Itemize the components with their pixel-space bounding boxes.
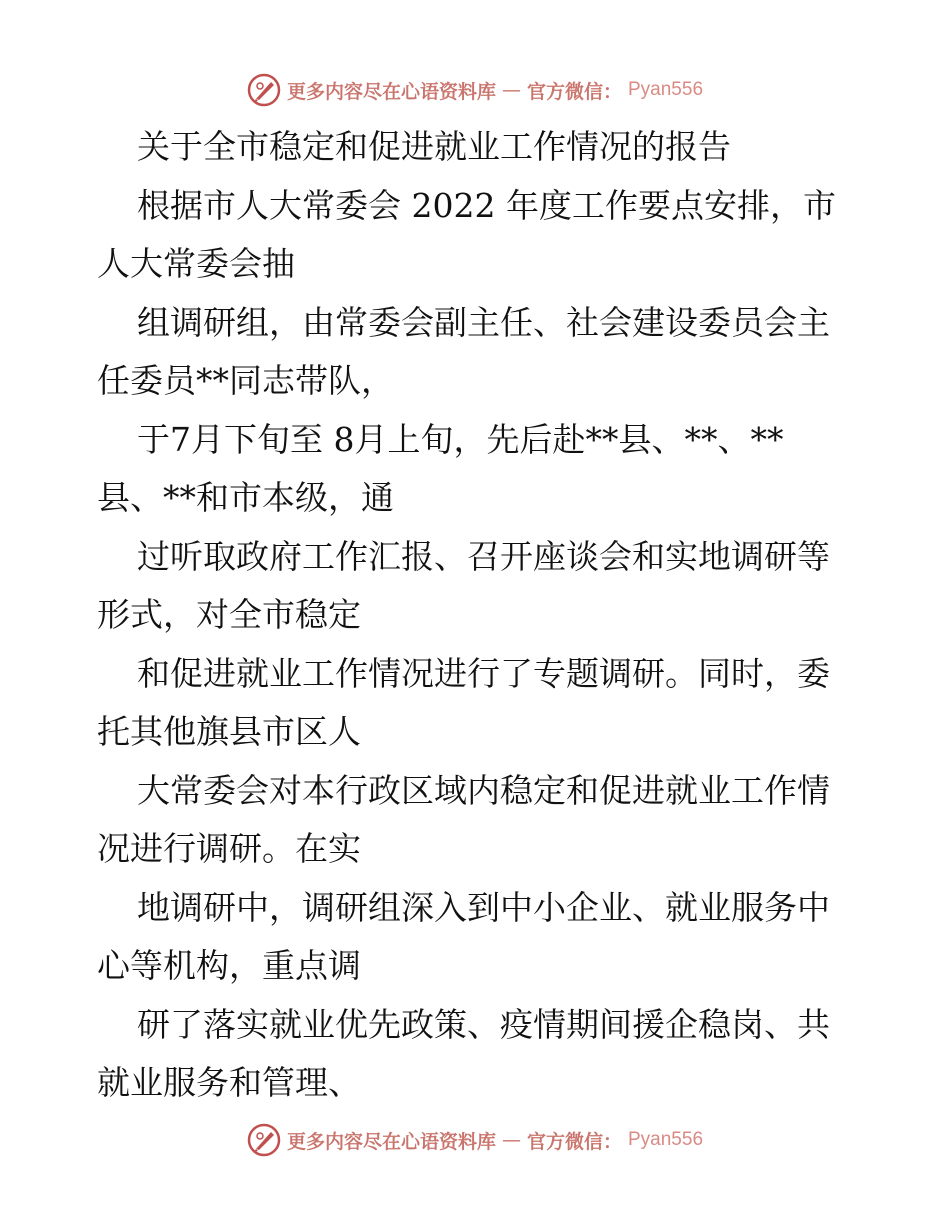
paragraph-line: 心等机构，重点调 xyxy=(97,946,361,985)
paragraph-line: 和促进就业工作情况进行了专题调研。同时，委 xyxy=(137,653,830,693)
paragraph-line: 地调研中，调研组深入到中小企业、就业服务中 xyxy=(137,887,830,927)
paragraph-line: 研了落实就业优先政策、疫情期间援企稳岗、共 xyxy=(137,1004,830,1044)
paragraph-line: 根据市人大常委会 2022 年度工作要点安排，市 xyxy=(137,185,836,225)
quill-pen-logo-icon xyxy=(247,1123,281,1157)
document-body xyxy=(97,118,857,1113)
watermark-contact-text: 官方微信： xyxy=(526,80,622,103)
paragraph-line: 托其他旗县市区人 xyxy=(97,712,361,751)
watermark-contact-id: Pyan556 xyxy=(628,79,704,100)
footer-watermark xyxy=(0,1120,950,1160)
paragraph-line: 组调研组，由常委会副主任、社会建设委员会主 xyxy=(137,302,830,342)
paragraph-line: 任委员**同志带队， xyxy=(97,361,394,400)
watermark-dash: — xyxy=(501,1129,521,1151)
document-title-line: 关于全市稳定和促进就业工作情况的报告 xyxy=(137,127,731,166)
paragraph-line: 况进行调研。在实 xyxy=(97,829,361,868)
paragraph-line: 形式，对全市稳定 xyxy=(97,595,361,634)
paragraph-line: 就业服务和管理、 xyxy=(97,1063,361,1102)
paragraph-line: 过听取政府工作汇报、召开座谈会和实地调研等 xyxy=(137,536,830,576)
watermark-brand-text: 更多内容尽在心语资料库 xyxy=(286,80,496,103)
paragraph-line: 大常委会对本行政区域内稳定和促进就业工作情 xyxy=(137,770,830,810)
header-watermark xyxy=(0,70,950,110)
watermark-contact-text: 官方微信： xyxy=(526,1130,622,1153)
paragraph-line: 于7月下旬至 8月上旬，先后赴**县、**、** xyxy=(137,419,784,459)
paragraph-line: 县、**和市本级，通 xyxy=(97,478,394,517)
quill-pen-logo-icon xyxy=(247,73,281,107)
watermark-contact-id: Pyan556 xyxy=(628,1129,704,1150)
watermark-brand-text: 更多内容尽在心语资料库 xyxy=(286,1130,496,1153)
watermark-dash: — xyxy=(501,79,521,101)
paragraph-line: 人大常委会抽 xyxy=(97,244,295,283)
